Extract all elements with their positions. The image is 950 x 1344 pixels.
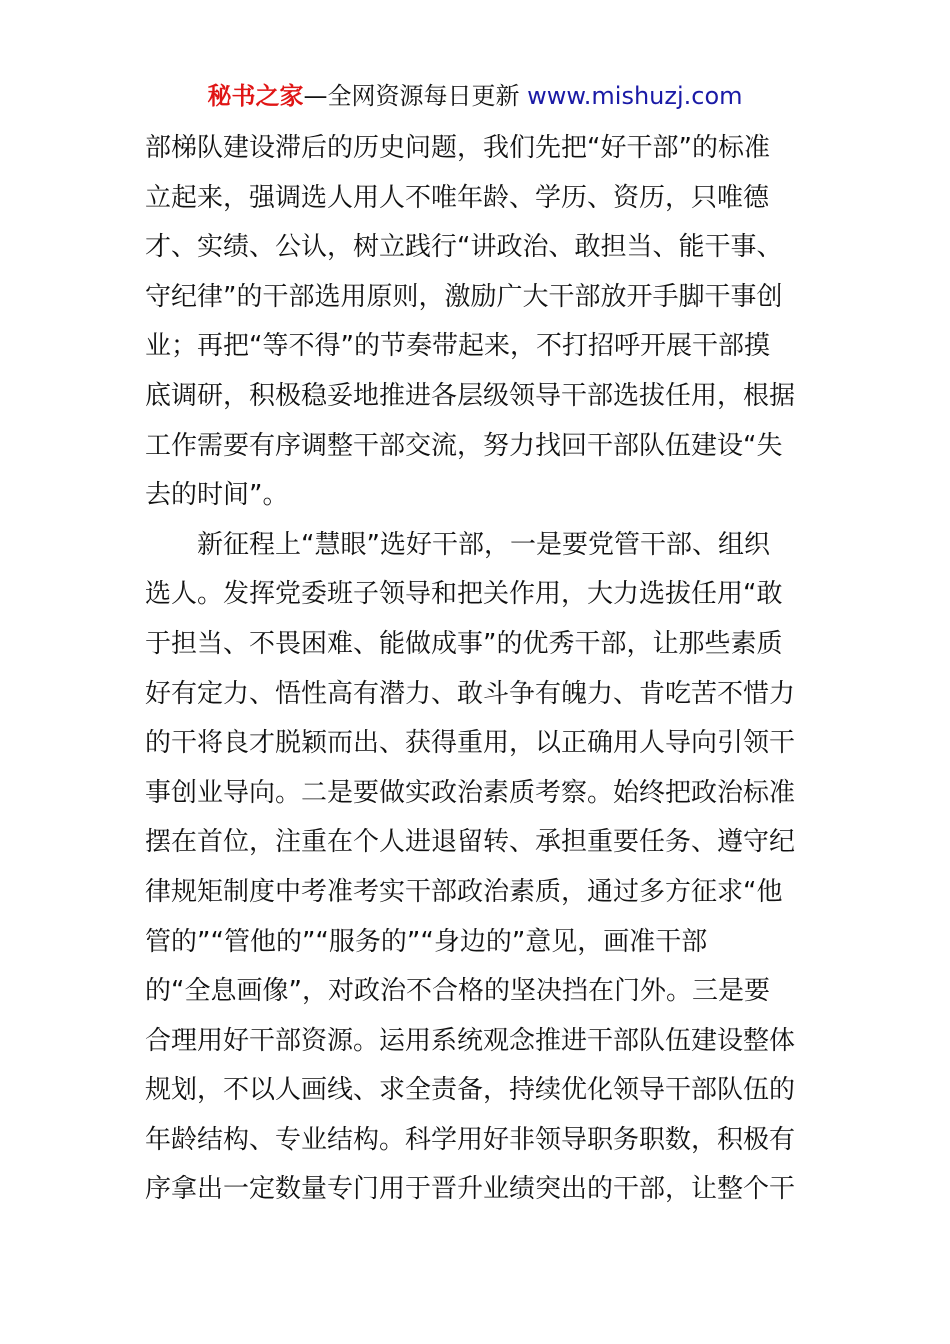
text-line: 事创业导向。二是要做实政治素质考察。始终把政治标准 bbox=[145, 777, 796, 808]
text-line: 守纪律”的干部选用原则，激励广大干部放开手脚干事创 bbox=[145, 281, 783, 312]
text-line: 管的”“管他的”“服务的”“身边的”意见，画准干部 bbox=[145, 926, 708, 957]
text-line: 合理用好干部资源。运用系统观念推进干部队伍建设整体 bbox=[145, 1025, 796, 1056]
text-line: 新征程上“慧眼”选好干部，一是要党管干部、组织 bbox=[145, 529, 770, 560]
page-header bbox=[0, 80, 950, 112]
text-line: 摆在首位，注重在个人进退留转、承担重要任务、遵守纪 bbox=[145, 827, 796, 858]
site-brand: 秘书之家 bbox=[207, 82, 304, 110]
text-line: 工作需要有序调整干部交流，努力找回干部队伍建设“失 bbox=[145, 430, 783, 461]
text-line: 好有定力、悟性高有潜力、敢斗争有魄力、肯吃苦不惜力 bbox=[145, 678, 796, 709]
text-line: 去的时间”。 bbox=[145, 480, 289, 511]
text-line: 律规矩制度中考准考实干部政治素质，通过多方征求“他 bbox=[145, 876, 783, 907]
document-body bbox=[145, 124, 810, 1215]
text-line: 才、实绩、公认，树立践行“讲政治、敢担当、能干事、 bbox=[145, 232, 783, 263]
site-tagline: —全网资源每日更新 bbox=[303, 82, 520, 110]
text-line: 年龄结构、专业结构。科学用好非领导职务职数，积极有 bbox=[145, 1124, 796, 1155]
text-line: 规划，不以人画线、求全责备，持续优化领导干部队伍的 bbox=[145, 1075, 796, 1106]
site-url[interactable]: www.mishuzj.com bbox=[527, 82, 743, 110]
text-line: 底调研，积极稳妥地推进各层级领导干部选拔任用，根据 bbox=[145, 380, 796, 411]
text-line: 选人。发挥党委班子领导和把关作用，大力选拔任用“敢 bbox=[145, 579, 783, 610]
text-line: 的干将良才脱颖而出、获得重用，以正确用人导向引领干 bbox=[145, 728, 796, 759]
text-line: 的“全息画像”，对政治不合格的坚决挡在门外。三是要 bbox=[145, 976, 770, 1007]
text-line: 部梯队建设滞后的历史问题，我们先把“好干部”的标准 bbox=[145, 133, 770, 163]
text-line: 序拿出一定数量专门用于晋升业绩突出的干部，让整个干 bbox=[145, 1174, 796, 1205]
text-line: 于担当、不畏困难、能做成事”的优秀干部，让那些素质 bbox=[145, 628, 783, 659]
text-line: 业；再把“等不得”的节奏带起来，不打招呼开展干部摸 bbox=[145, 331, 770, 362]
text-line: 立起来，强调选人用人不唯年龄、学历、资历，只唯德 bbox=[145, 182, 770, 213]
